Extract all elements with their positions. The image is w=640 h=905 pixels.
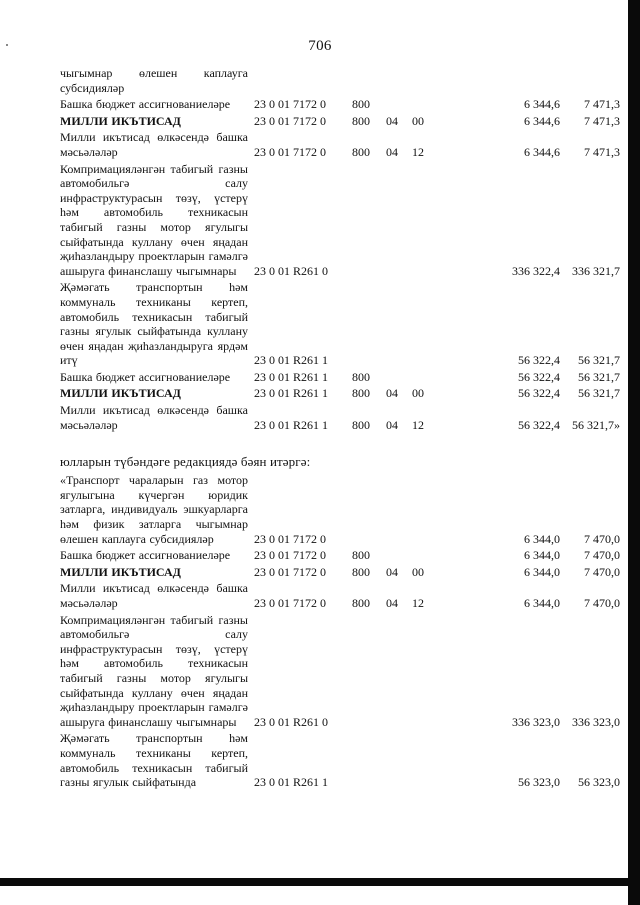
row-description: Башка бюджет ассигнованиеләре <box>60 548 231 563</box>
budget-table-new <box>60 473 620 789</box>
row-expense-type: 800 <box>352 386 370 401</box>
row-expense-type: 800 <box>352 417 370 432</box>
row-description: Компримацияләнгән табигый газны автомобильгә салу инфраструктурасын төзү, үстерү һәм автомобиль техникасын табигый газны мотор ягулыгы сыйфатында куллану өчен яңадан җиһазландыру проектларын гамәлгә ашыруга финанслашу чыгымнары <box>60 612 248 729</box>
row-amount-year-1: 6 344,6 <box>524 144 560 159</box>
row-expense-type: 800 <box>352 97 370 112</box>
row-section: 04 <box>386 386 398 401</box>
scan-edge-right <box>628 0 640 905</box>
row-amount-year-2: 7 470,0 <box>584 596 620 610</box>
row-expense-type: 800 <box>352 144 370 159</box>
row-amount-year-1: 56 322,4 <box>518 386 560 401</box>
row-amount-year-2: 56 321,7» <box>572 417 620 432</box>
row-section: 04 <box>386 564 398 579</box>
row-target-code: 23 0 01 R261 1 <box>254 353 329 368</box>
row-description: МИЛЛИ ИКЪТИСАД <box>60 113 181 128</box>
row-description: «Транспорт чараларын газ мотор ягулыгына күчергән юридик затларга, индивидуаль эшкуарларга һәм физик затларга чыгымнар өлешен каплауга субсидияләр <box>60 473 248 546</box>
row-amount-year-1: 56 322,4 <box>518 353 560 368</box>
row-target-code: 23 0 01 7172 0 <box>254 564 326 579</box>
table-row <box>60 370 620 385</box>
row-amount-year-2: 56 321,7 <box>578 386 620 401</box>
table-row <box>60 731 620 789</box>
table-row <box>60 581 620 610</box>
row-description: МИЛЛИ ИКЪТИСАД <box>60 564 181 579</box>
row-section: 04 <box>386 144 398 159</box>
row-target-code: 23 0 01 R261 1 <box>254 775 329 790</box>
row-amount-year-2: 56 323,0 <box>578 775 620 790</box>
row-description: чыгымнар өлешен каплауга субсидияләр <box>60 66 248 95</box>
row-amount-year-1: 336 322,4 <box>512 263 560 278</box>
row-target-code: 23 0 01 R261 0 <box>254 714 329 729</box>
row-description: Компримацияләнгән табигый газны автомобильгә салу инфраструктурасын төзү, үстерү һәм автомобиль техникасын табигый газны мотор ягулыгы сыйфатында куллану өчен яңадан җиһазландыру проектларын гамәлгә ашыруга финанслашу чыгымнары <box>60 161 248 278</box>
row-amount-year-2: 56 321,7 <box>578 353 620 368</box>
row-description: Милли икътисад өлкәсендә башка мәсьәләләр <box>60 403 248 432</box>
row-subsection: 12 <box>412 417 424 432</box>
row-amount-year-2: 7 470,0 <box>584 548 620 563</box>
table-row <box>60 97 620 112</box>
row-amount-year-1: 56 322,4 <box>518 369 560 384</box>
row-description: Башка бюджет ассигнованиеләре <box>60 97 231 112</box>
scan-edge-bottom <box>0 878 640 886</box>
row-amount-year-1: 6 344,0 <box>524 596 560 610</box>
table-row <box>60 473 620 546</box>
row-description: Милли икътисад өлкәсендә башка мәсьәләләр <box>60 130 248 159</box>
table-row <box>60 565 620 580</box>
row-target-code: 23 0 01 7172 0 <box>254 113 326 128</box>
row-description: Җәмәгать транспортын һәм коммуналь техниканы кертеп, автомобиль техникасын табигый газны ягулык сыйфатында <box>60 731 248 790</box>
row-target-code: 23 0 01 R261 1 <box>254 369 329 384</box>
row-subsection: 00 <box>412 564 424 579</box>
row-description: МИЛЛИ ИКЪТИСАД <box>60 386 181 401</box>
row-amount-year-1: 6 344,0 <box>524 564 560 579</box>
table-row <box>60 386 620 401</box>
row-expense-type: 800 <box>352 548 370 563</box>
row-amount-year-2: 7 470,0 <box>584 564 620 579</box>
row-amount-year-1: 336 323,0 <box>512 714 560 729</box>
row-target-code: 23 0 01 R261 1 <box>254 386 329 401</box>
row-description: Җәмәгать транспортын һәм коммуналь техниканы кертеп, автомобиль техникасын табигый газны ягулык сыйфатында куллану өчен яңадан җиһазландыруга ярдәм итү <box>60 280 248 368</box>
table-row <box>60 403 620 432</box>
row-description: Башка бюджет ассигнованиеләре <box>60 369 231 384</box>
row-target-code: 23 0 01 R261 0 <box>254 263 329 278</box>
row-target-code: 23 0 01 R261 1 <box>254 417 329 432</box>
intro-text: юлларын түбәндәге редакциядә бәян итәргә: <box>60 454 311 470</box>
row-subsection: 12 <box>412 144 424 159</box>
row-amount-year-2: 7 471,3 <box>584 113 620 128</box>
row-amount-year-1: 6 344,0 <box>524 531 560 546</box>
row-expense-type: 800 <box>352 596 370 610</box>
row-target-code: 23 0 01 7172 0 <box>254 548 326 563</box>
row-section: 04 <box>386 596 398 610</box>
row-expense-type: 800 <box>352 113 370 128</box>
row-amount-year-1: 6 344,6 <box>524 113 560 128</box>
budget-table-old <box>60 66 620 432</box>
row-description: Милли икътисад өлкәсендә башка мәсьәләләр <box>60 581 248 610</box>
row-expense-type: 800 <box>352 564 370 579</box>
row-subsection: 12 <box>412 596 424 610</box>
row-amount-year-2: 336 321,7 <box>572 263 620 278</box>
row-amount-year-2: 7 471,3 <box>584 144 620 159</box>
table-row <box>60 280 620 368</box>
row-target-code: 23 0 01 7172 0 <box>254 531 326 546</box>
row-amount-year-2: 7 471,3 <box>584 97 620 112</box>
row-expense-type: 800 <box>352 369 370 384</box>
table-row <box>60 613 620 730</box>
row-target-code: 23 0 01 7172 0 <box>254 144 326 159</box>
table-row <box>60 130 620 159</box>
row-target-code: 23 0 01 7172 0 <box>254 97 326 112</box>
page-number: 706 <box>308 38 332 54</box>
row-amount-year-2: 7 470,0 <box>584 531 620 546</box>
row-amount-year-2: 56 321,7 <box>578 369 620 384</box>
row-amount-year-1: 6 344,6 <box>524 97 560 112</box>
table-row <box>60 66 620 95</box>
document-body <box>60 66 620 792</box>
table-row <box>60 548 620 563</box>
row-target-code: 23 0 01 7172 0 <box>254 596 326 610</box>
row-amount-year-2: 336 323,0 <box>572 714 620 729</box>
row-subsection: 00 <box>412 113 424 128</box>
row-subsection: 00 <box>412 386 424 401</box>
row-amount-year-1: 56 323,0 <box>518 775 560 790</box>
table-row <box>60 114 620 129</box>
row-amount-year-1: 6 344,0 <box>524 548 560 563</box>
row-section: 04 <box>386 417 398 432</box>
row-amount-year-1: 56 322,4 <box>518 417 560 432</box>
row-section: 04 <box>386 113 398 128</box>
table-row <box>60 162 620 279</box>
